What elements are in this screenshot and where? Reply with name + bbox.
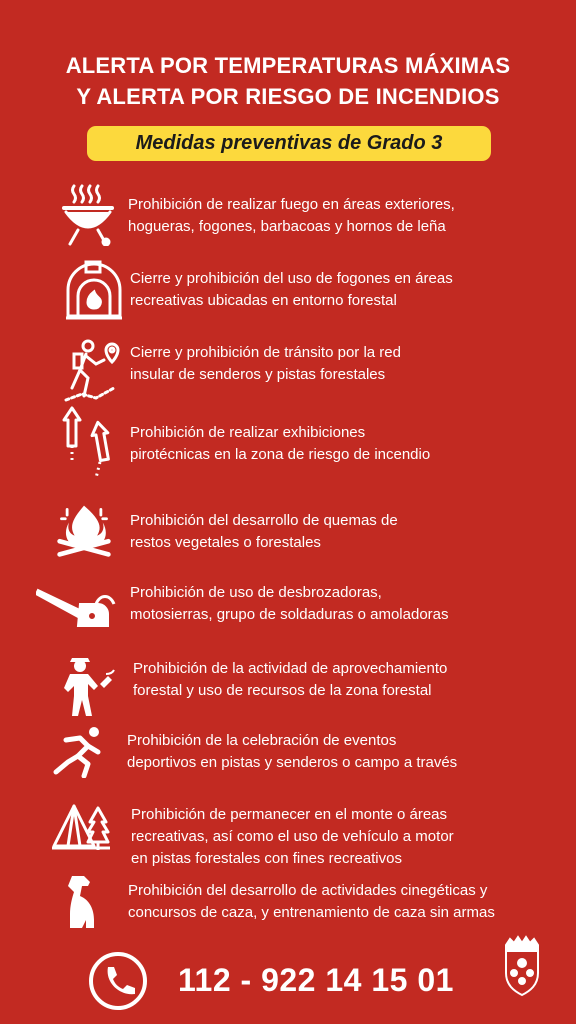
- tent-tree-icon: [52, 800, 110, 852]
- subtitle-text: Medidas preventivas de Grado 3: [135, 132, 443, 154]
- forest-worker-icon: [60, 652, 116, 716]
- measure-line: motosierras, grupo de soldaduras o amoladoras: [130, 606, 449, 623]
- measure-text-10: [128, 880, 495, 924]
- bonfire-icon: [54, 500, 114, 560]
- measure-text-3: [130, 342, 401, 386]
- measure-line: concursos de caza, y entrenamiento de caza sin armas: [128, 904, 495, 921]
- phone-icon[interactable]: [88, 951, 148, 1011]
- fireworks-rockets-icon: [58, 406, 122, 480]
- hiker-location-icon: [62, 338, 126, 402]
- measure-line: restos vegetales o forestales: [130, 534, 321, 551]
- measure-text-2: [130, 268, 453, 312]
- measure-line: recreativas, así como el uso de vehículo a motor: [131, 828, 454, 845]
- measure-text-1: [128, 194, 455, 238]
- coat-of-arms-icon: [500, 935, 544, 999]
- hunting-dog-icon: [64, 874, 100, 930]
- measure-line: en pistas forestales con fines recreativos: [131, 850, 402, 867]
- measure-text-5: [130, 510, 398, 554]
- measure-line: Cierre y prohibición de tránsito por la red: [130, 344, 401, 361]
- measure-line: Prohibición de la actividad de aprovechamiento: [133, 660, 448, 677]
- measure-text-6: [130, 582, 449, 626]
- measure-line: deportivos en pistas y senderos o campo a través: [127, 754, 458, 771]
- measure-line: Cierre y prohibición del uso de fogones en áreas: [130, 270, 453, 287]
- title-line-2: Y ALERTA POR RIESGO DE INCENDIOS: [76, 84, 500, 109]
- chainsaw-icon: [36, 582, 116, 636]
- subtitle-badge: [87, 126, 491, 161]
- measure-text-8: [127, 730, 457, 774]
- measure-text-9: [131, 804, 454, 870]
- measure-line: pirotécnicas en la zona de riesgo de incendio: [130, 446, 431, 463]
- measure-line: hogueras, fogones, barbacoas y hornos de leña: [128, 218, 446, 235]
- measure-line: Prohibición de realizar exhibiciones: [130, 424, 366, 441]
- measure-text-4: [130, 422, 430, 466]
- measure-line: Prohibición del desarrollo de quemas de: [130, 512, 398, 529]
- measure-line: Prohibición de realizar fuego en áreas exteriores,: [128, 196, 455, 213]
- measure-line: Prohibición de la celebración de eventos: [127, 732, 397, 749]
- measure-line: Prohibición de permanecer en el monte o áreas: [131, 806, 448, 823]
- title-line-1: ALERTA POR TEMPERATURAS MÁXIMAS: [65, 53, 511, 78]
- wood-oven-icon: [62, 258, 126, 322]
- measure-text-7: [133, 658, 447, 702]
- measure-line: forestal y uso de recursos de la zona forestal: [133, 682, 432, 699]
- measure-line: recreativas ubicadas en entorno forestal: [130, 292, 397, 309]
- measure-line: Prohibición del desarrollo de actividades cinegéticas y: [128, 882, 488, 899]
- page-title: [0, 50, 576, 112]
- runner-icon: [52, 726, 108, 778]
- measure-line: Prohibición de uso de desbrozadoras,: [130, 584, 382, 601]
- measure-line: insular de senderos y pistas forestales: [130, 366, 386, 383]
- barbecue-grill-icon: [56, 182, 120, 246]
- emergency-phone-number[interactable]: 112 - 922 14 15 01: [178, 962, 454, 998]
